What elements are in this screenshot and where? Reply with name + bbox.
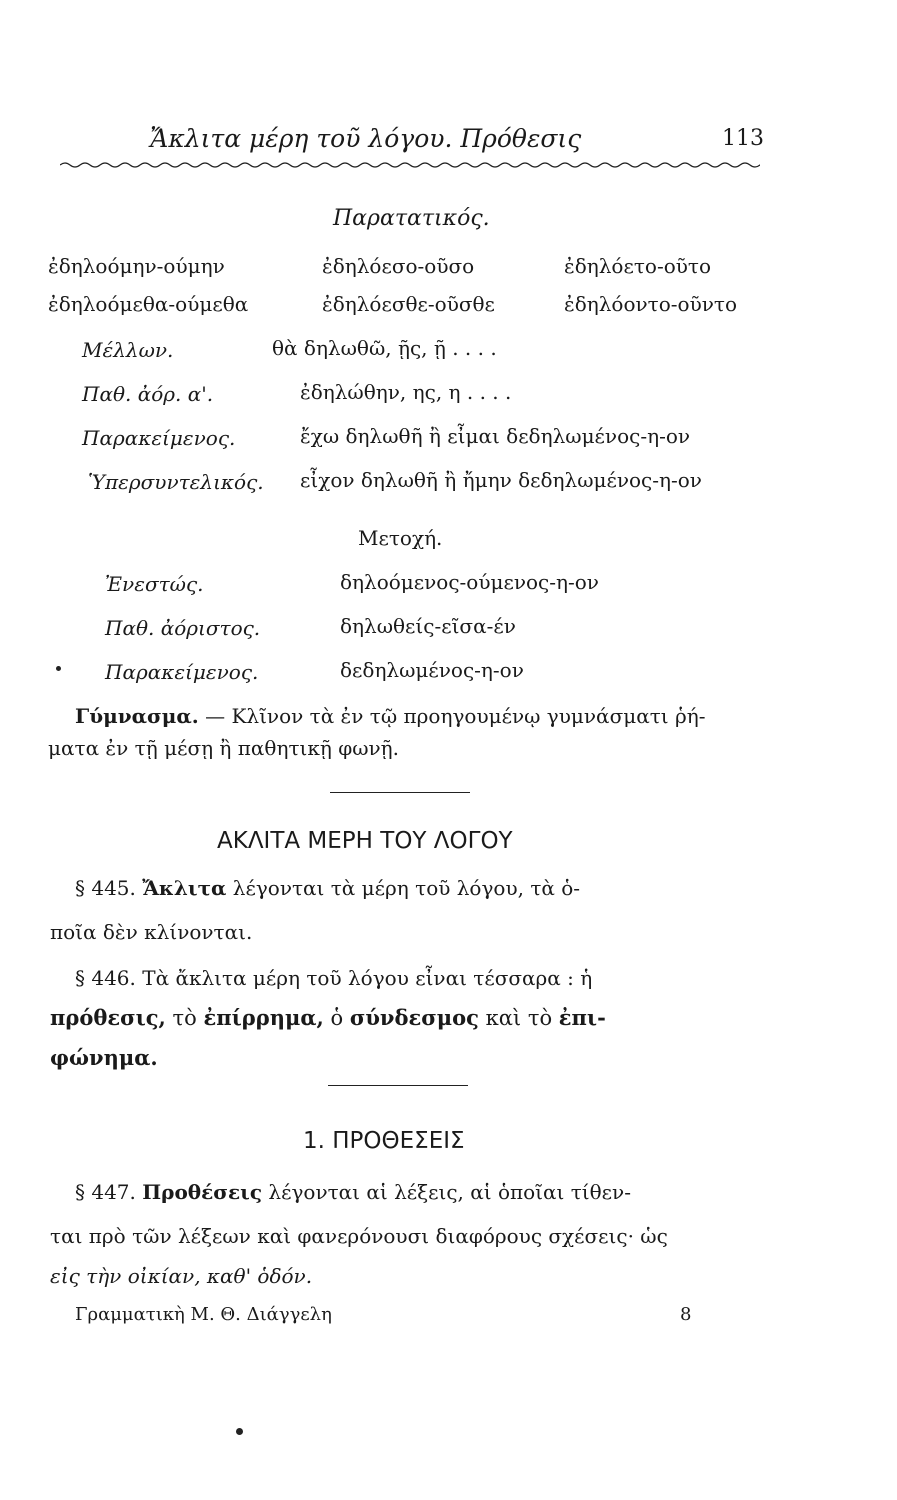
exercise-line-2: ματα ἐν τῇ μέσῃ ἢ παθητικῇ φωνῇ. [48,736,400,760]
paragraph-447-example: εἰς τὴν οἰκίαν, καθ' ὁδόν. [50,1264,313,1288]
imperfect-label: Παρατατικός. [333,206,490,231]
exercise-line [75,704,705,728]
paragraph-447-line-2: ται πρὸ τῶν λέξεων καὶ φανερόνουσι διαφόρους σχέσεις· ὡς [50,1224,668,1248]
imperfect-form: ἐδηλόεσθε-οῦσθε [322,292,495,316]
section-divider [330,792,470,793]
participle-forms: δηλωθείς-εῖσα-έν [340,614,516,638]
defined-term: ἐπι- [558,1005,606,1030]
tense-label: Παρακείμενος. [82,426,236,450]
subsection-divider [328,1085,468,1086]
tense-forms: ἔχω δηλωθῆ ἢ εἶμαι δεδηλωμένος-η-ον [300,424,691,448]
paragraph-number: § 445. [75,876,136,900]
tense-label: Παθ. ἀόρ. α'. [82,382,214,406]
tense-label: Ὑπερσυντελικός. [88,470,264,494]
subsection-heading: 1. ΠΡΟΘΕΣΕΙΣ [303,1128,465,1154]
paragraph-number: § 447. [75,1180,136,1204]
imperfect-form: ἐδηλόεσο-οῦσο [322,254,475,278]
paragraph-446-line-1: § 446. Τὰ ἄκλιτα μέρη τοῦ λόγου εἶναι τέσσαρα : ἡ [75,966,593,990]
imperfect-form: ἐδηλόετο-οῦτο [564,254,712,278]
paragraph-446-line-2 [50,996,606,1040]
participle-forms: δεδηλωμένος-η-ον [340,658,524,682]
defined-term: σύνδεσμος [349,1005,479,1030]
participle-label: Μετοχή. [358,526,443,550]
tense-forms: θὰ δηλωθῶ, ῇς, ῇ . . . . [272,336,497,360]
paragraph-text: λέγονται αἱ λέξεις, αἱ ὁποῖαι τίθεν- [268,1180,631,1204]
defined-term: πρόθεσις, [50,1005,166,1030]
participle-forms: δηλοόμενος-ούμενος-η-ον [340,570,599,594]
defined-term: Προθέσεις [142,1180,263,1204]
imperfect-form: ἐδηλοόμεθα-ούμεθα [48,292,249,316]
paragraph-445-line-1 [75,866,580,910]
paragraph-445-line-2: ποῖα δὲν κλίνονται. [50,920,253,944]
paragraph-447-line-1 [75,1170,631,1214]
exercise-label: Γύμνασμα. [75,704,199,728]
stray-dot [56,666,61,671]
running-header-title: Ἄκλιτα μέρη τοῦ λόγου. Πρόθεσις [150,124,582,153]
paragraph-446-line-3: φώνημα. [50,1045,158,1070]
footer-signature: Γραμματικὴ Μ. Θ. Διάγγελη [75,1304,332,1325]
article: ὁ [330,1006,344,1030]
article: τὸ [172,1006,197,1030]
imperfect-form: ἐδηλοόμην-ούμην [48,254,225,278]
tense-label: Μέλλων. [82,338,174,362]
tense-forms: εἶχον δηλωθῆ ἢ ἤμην δεδηλωμένος-η-ον [300,468,702,492]
participle-tense-label: Παρακείμενος. [105,660,259,684]
participle-tense-label: Ἐνεστώς. [105,572,204,596]
header-wavy-rule [60,160,760,170]
defined-term: ἐπίρρημα, [203,1005,324,1030]
tense-forms: ἐδηλώθην, ης, η . . . . [300,380,512,404]
stray-dot [236,1428,243,1435]
section-heading: ΑΚΛΙΤΑ ΜΕΡΗ ΤΟΥ ΛΟΓΟΥ [217,828,513,854]
page-number: 113 [722,126,764,151]
footer-sheet-number: 8 [680,1304,692,1325]
imperfect-form: ἐδηλόοντο-οῦντο [564,292,737,316]
paragraph-text: λέγονται τὰ μέρη τοῦ λόγου, τὰ ὁ- [232,876,581,900]
participle-tense-label: Παθ. ἀόριστος. [105,616,261,640]
article: καὶ τὸ [485,1006,553,1030]
defined-term: Ἄκλιτα [142,876,227,900]
exercise-text: — Κλῖνον τὰ ἐν τῷ προηγουμένῳ γυμνάσματι ῥή- [205,704,706,728]
